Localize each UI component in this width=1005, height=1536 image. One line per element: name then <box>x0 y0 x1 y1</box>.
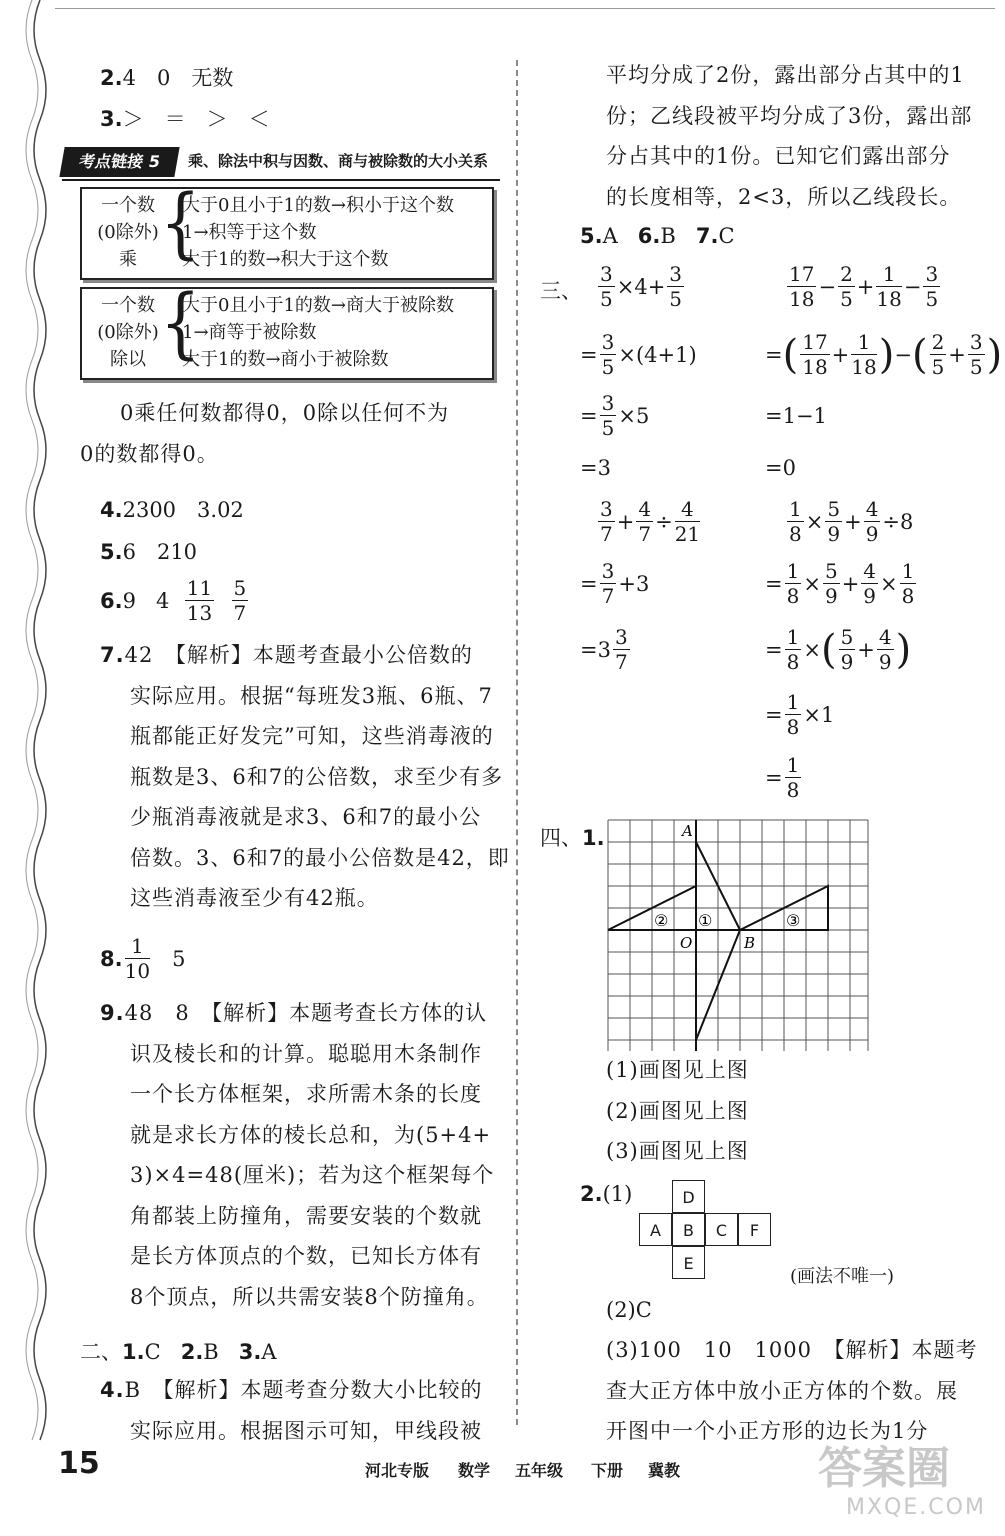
footer-grade: 五年级 <box>515 1461 564 1480</box>
kaodian-badge: 考点链接 5 <box>59 147 179 177</box>
explain-line: 少瓶消毒液就是求3、6和7的最小公 <box>130 805 482 829</box>
math-op: + <box>844 509 862 534</box>
question-number: 3. <box>238 1340 262 1364</box>
calc-1-line-1 <box>596 262 686 311</box>
fraction <box>232 576 249 625</box>
denominator: 18 <box>802 355 828 379</box>
fraction <box>800 330 829 379</box>
box-label: 一个数 <box>101 295 155 316</box>
fraction <box>600 391 617 440</box>
explain-line: 瓶数是3、6和7的公倍数，求至少有多 <box>130 764 504 789</box>
numerator: 1 <box>851 330 876 355</box>
brace: { <box>160 179 201 269</box>
note-line: 0的数都得0。 <box>80 441 219 466</box>
label-B: B <box>744 934 756 952</box>
answer-4 <box>100 494 244 524</box>
denominator: 10 <box>124 959 151 983</box>
calc-3-line-2 <box>580 559 649 608</box>
continued-explanation <box>606 55 972 217</box>
label-circle-1: ① <box>698 911 713 930</box>
fraction <box>877 625 894 674</box>
numerator: 1 <box>901 559 915 583</box>
kaodian-rule <box>62 179 500 181</box>
section-label: 四、 <box>540 826 582 850</box>
calc-4-line-2: = $\frac{1}{8}$ × $\frac{5}{9}$ + $\frac{4}{9}$ × $\frac{1}{8}$ <box>765 559 915 608</box>
explain-line: 角都装上防撞角，需要安装的个数就 <box>130 1203 482 1228</box>
fraction <box>930 330 947 379</box>
denominator: 21 <box>674 522 701 546</box>
question-number: 5. <box>100 540 123 564</box>
fraction <box>785 625 802 674</box>
denominator: 7 <box>614 650 628 674</box>
denominator: 8 <box>786 778 800 802</box>
explain-line: (3)100 10 1000 【解析】本题考 <box>606 1338 978 1362</box>
numerator: 4 <box>638 497 652 521</box>
calc-3-line-3 <box>580 625 632 674</box>
section-4-q2 <box>580 1182 632 1206</box>
net-cell: D <box>672 1180 705 1213</box>
question-number: 2. <box>580 1182 603 1206</box>
question-number: 6. <box>637 224 661 248</box>
explain-line: 瓶都能正好发完”可知，这些消毒液的 <box>130 724 494 748</box>
numerator: 11 <box>186 576 213 600</box>
explain-line: 查大正方体中放小正方体的个数。展 <box>606 1378 958 1403</box>
fraction <box>598 497 615 546</box>
answer-line: (1)画图见上图 <box>606 1058 749 1082</box>
numerator: 1 <box>789 497 802 521</box>
net-cell: F <box>738 1213 771 1246</box>
math-op: = <box>765 342 783 367</box>
question-number: 4. <box>100 1378 125 1402</box>
fraction <box>613 625 630 674</box>
numerator: 5 <box>827 497 841 521</box>
answer-text: 2300 3.02 <box>122 498 244 522</box>
denominator: 8 <box>789 522 802 546</box>
calc-2-line-1 <box>785 262 942 311</box>
math-op: × <box>805 509 824 534</box>
math-op: − <box>903 274 922 299</box>
explain-line: 份；乙线段被平均分成了3份，露出部 <box>606 103 973 128</box>
answer-7 <box>100 635 510 919</box>
denominator: 18 <box>851 355 877 379</box>
denominator: 13 <box>186 601 213 625</box>
calc-2-line-2: = ( $\frac{17}{18}$ + $\frac{1}{18}$ ) − ( $\frac{2}{5}$ + $\frac{3}{5}$ ) <box>765 330 1003 379</box>
numerator: 17 <box>802 330 828 354</box>
denominator: 18 <box>876 287 902 311</box>
math-op: + <box>856 274 875 299</box>
label-O: O <box>680 934 693 952</box>
math-op: + <box>616 509 635 534</box>
label-circle-3: ③ <box>786 911 801 930</box>
math-op: − <box>818 274 837 299</box>
math-op: ×5 <box>618 403 650 428</box>
fraction <box>185 576 214 625</box>
answer-value: B <box>660 224 676 248</box>
answer-value: 4 <box>156 588 170 613</box>
answer-value: A <box>261 1340 277 1364</box>
numerator: 3 <box>601 559 615 583</box>
column-divider <box>516 60 518 1425</box>
question-number: 5. <box>580 224 603 248</box>
fraction <box>923 262 940 311</box>
numerator: 4 <box>675 497 700 522</box>
explain-line: 开图中一个小正方形的边长为1分 <box>606 1419 929 1443</box>
answer-5 <box>100 536 197 566</box>
answers-5-7 <box>580 224 735 248</box>
answer-line: (2)画图见上图 <box>606 1098 749 1123</box>
math-op: = <box>765 702 783 727</box>
denominator: 8 <box>786 584 800 608</box>
rule-row: 大于0且小于1的数→积小于这个数 <box>182 195 454 216</box>
explain-line: 8个顶点，所以共需安装8个防撞角。 <box>130 1284 489 1309</box>
denominator: 9 <box>824 584 838 608</box>
explain-line: 实际应用。根据“每班发3瓶、6瓶、7 <box>130 683 493 708</box>
fraction <box>125 934 150 983</box>
calc-3-line-1 <box>596 497 702 546</box>
box-label: 一个数 <box>101 195 155 216</box>
section-4-q2-part2: (2)C <box>606 1298 652 1322</box>
denominator: 7 <box>601 584 615 608</box>
math-op: = <box>765 765 783 790</box>
answer-value: C <box>144 1340 161 1364</box>
question-number: 9. <box>100 1001 125 1025</box>
explain-line: 一个长方体框架，求所需木条的长度 <box>130 1082 482 1106</box>
answer-9 <box>100 993 494 1317</box>
footer-term: 下册 <box>591 1461 624 1480</box>
rule-row: 1→商等于被除数 <box>182 322 317 343</box>
question-number: 7. <box>695 224 719 248</box>
fraction <box>876 262 901 311</box>
answer-text: ＞ ＝ ＞ ＜ <box>122 107 270 131</box>
math-op: =3 <box>580 637 611 662</box>
net-note: (画法不唯一) <box>790 1266 895 1287</box>
page-number: 15 <box>58 1446 100 1481</box>
section-2-answer-4 <box>100 1370 483 1451</box>
numerator: 3 <box>925 262 939 286</box>
section-2-answers <box>80 1336 277 1366</box>
top-rule <box>55 8 995 9</box>
explain-line: 分占其中的1份。已知它们露出部分 <box>606 144 951 168</box>
answer-line: (3)画图见上图 <box>606 1139 749 1163</box>
question-number: 3. <box>100 107 123 131</box>
fraction <box>900 559 917 608</box>
calc-4-line-1 <box>785 497 913 546</box>
answer-6 <box>100 576 250 625</box>
numerator: 3 <box>969 330 983 354</box>
answer-text: 6 210 <box>122 540 198 564</box>
numerator: 1 <box>786 753 800 777</box>
numerator: 1 <box>786 559 800 583</box>
answer-8 <box>100 934 185 983</box>
calc-2-line-3: =1−1 <box>765 404 827 428</box>
explain-line: 实际应用。根据图示可知，甲线段被 <box>130 1418 482 1443</box>
explain-line: 就是求长方体的棱长总和，为(5+4+ <box>130 1122 492 1147</box>
fraction <box>675 497 700 546</box>
denominator: 5 <box>840 287 853 311</box>
fraction <box>667 262 684 311</box>
denominator: 9 <box>827 522 841 546</box>
section-4-q1 <box>540 822 605 852</box>
fraction <box>785 559 802 608</box>
fraction <box>636 497 653 546</box>
kaodian-title: 乘、除法中积与因数、商与被除数的大小关系 <box>188 152 489 170</box>
denominator: 8 <box>786 715 800 739</box>
fraction <box>968 330 985 379</box>
explain-line: 3)×4=48(厘米)；若为这个框架每个 <box>130 1163 495 1187</box>
footer-publisher: 冀教 <box>648 1461 681 1480</box>
note-line: 0乘任何数都得0，0除以任何不为 <box>120 401 450 425</box>
denominator: 8 <box>786 650 800 674</box>
numerator: 5 <box>824 559 838 583</box>
explain-line: 识及棱长和的计算。聪聪用木条制作 <box>130 1041 482 1066</box>
answer-value: C <box>718 224 735 248</box>
numerator: 2 <box>840 262 853 286</box>
numerator: 5 <box>233 576 247 600</box>
answer-value: B <box>203 1340 219 1364</box>
numerator: 1 <box>125 934 150 959</box>
fraction <box>785 753 802 802</box>
box-label: (0除外) <box>97 222 159 243</box>
calc-4-line-5 <box>765 753 803 802</box>
numerator: 1 <box>786 690 800 714</box>
fraction <box>787 262 816 311</box>
sub-part: (1) <box>602 1182 633 1206</box>
explain-line: 这些消毒液至少有42瓶。 <box>130 886 379 910</box>
label-circle-2: ② <box>654 911 669 930</box>
explain-line: 48 8 【解析】本题考查长方体的认 <box>124 1001 488 1025</box>
question-number: 6. <box>100 588 123 613</box>
denominator: 5 <box>925 287 939 311</box>
explain-line: 倍数。3、6和7的最小公倍数是42，即 <box>130 845 510 870</box>
question-number: 8. <box>100 946 123 971</box>
denominator: 7 <box>638 522 652 546</box>
question-number: 4. <box>100 498 123 522</box>
math-op: ×1 <box>803 702 835 727</box>
net-cell: B <box>672 1213 705 1246</box>
question-number: 2. <box>180 1340 204 1364</box>
denominator: 9 <box>878 650 892 674</box>
numerator: 4 <box>865 497 879 521</box>
fraction <box>600 330 617 379</box>
brace: { <box>160 279 201 369</box>
explain-line: 是长方体顶点的个数，已知长方体有 <box>130 1244 482 1268</box>
net-cell: A <box>639 1213 672 1246</box>
fraction <box>839 625 856 674</box>
net-cell: E <box>672 1246 705 1279</box>
footer-subject: 数学 <box>458 1461 491 1480</box>
math-op: ÷ <box>655 509 673 534</box>
numerator: 1 <box>876 262 901 287</box>
numerator: 1 <box>786 625 800 649</box>
footer-edition: 河北专版 <box>365 1461 430 1480</box>
numerator: 17 <box>789 262 815 286</box>
calc-4-line-3: = $\frac{1}{8}$ × ( $\frac{5}{9}$ + $\frac{4}{9}$ ) <box>765 625 912 674</box>
explain-line: 平均分成了2份，露出部分占其中的1 <box>606 63 965 87</box>
question-number: 2. <box>100 66 123 90</box>
answer-text: 4 0 无数 <box>122 66 234 90</box>
fraction <box>861 559 878 608</box>
denominator: 5 <box>669 287 683 311</box>
fraction <box>598 262 615 311</box>
calc-1-line-3 <box>580 391 649 440</box>
box-label: 乘 <box>119 249 137 270</box>
math-op: ×4+ <box>616 274 666 299</box>
math-op: = <box>580 571 598 596</box>
denominator: 7 <box>600 522 613 546</box>
rule-box-multiply <box>80 179 494 280</box>
numerator: 3 <box>600 262 613 286</box>
rule-row: 大于1的数→积大于这个数 <box>182 249 389 270</box>
box-label: (0除外) <box>97 322 159 343</box>
fraction <box>787 497 804 546</box>
section-label: 二、 <box>80 1340 122 1364</box>
denominator: 9 <box>865 522 879 546</box>
fraction <box>823 559 840 608</box>
denominator: 9 <box>863 584 877 608</box>
answer-2 <box>100 62 233 92</box>
denominator: 7 <box>233 601 247 625</box>
numerator: 3 <box>601 330 615 354</box>
watermark-logo: 答案圈 <box>818 1443 950 1494</box>
numerator: 3 <box>614 625 628 649</box>
question-number: 1. <box>582 826 605 850</box>
section-4-q1-answers <box>606 1050 749 1172</box>
numerator: 5 <box>840 625 854 649</box>
watermark-url: MXQE.COM <box>846 1495 986 1520</box>
rule-row: 1→积等于这个数 <box>182 222 317 243</box>
question-number: 1. <box>122 1340 145 1364</box>
answer-value: 5 <box>172 946 186 971</box>
denominator: 18 <box>789 287 815 311</box>
denominator: 5 <box>969 355 983 379</box>
fraction <box>838 262 855 311</box>
numerator: 3 <box>600 497 613 521</box>
calc-4-line-4 <box>765 690 834 739</box>
math-op: = <box>580 403 598 428</box>
calc-2-line-4: =0 <box>765 456 796 480</box>
net-cell: C <box>705 1213 738 1246</box>
answer-3 <box>100 103 270 133</box>
question-number: 7. <box>100 643 125 667</box>
numerator: 3 <box>669 262 683 286</box>
numerator: 3 <box>601 391 615 415</box>
box-label: 除以 <box>110 349 146 370</box>
grid-figure <box>600 816 872 1056</box>
explain-line: 42 【解析】本题考查最小公倍数的 <box>124 643 473 667</box>
fraction <box>785 690 802 739</box>
rule-row: 大于0且小于1的数→商大于被除数 <box>182 295 454 316</box>
numerator: 4 <box>878 625 892 649</box>
denominator: 5 <box>601 416 615 440</box>
denominator: 5 <box>931 355 945 379</box>
explain-line: B 【解析】本题考查分数大小比较的 <box>124 1378 483 1402</box>
fraction <box>851 330 876 379</box>
answer-value: 9 <box>122 588 136 613</box>
explain-line: 的长度相等，2<3，所以乙线段长。 <box>606 184 962 209</box>
denominator: 5 <box>601 355 615 379</box>
fraction <box>825 497 842 546</box>
denominator: 8 <box>901 584 915 608</box>
math-op: ×(4+1) <box>618 342 697 367</box>
denominator: 9 <box>840 650 854 674</box>
math-op: +3 <box>618 571 650 596</box>
denominator: 5 <box>600 287 613 311</box>
calc-1-line-4: =3 <box>580 456 611 480</box>
math-op: ÷8 <box>882 509 914 534</box>
zero-note <box>80 393 449 474</box>
math-op: = <box>580 342 598 367</box>
label-A: A <box>682 822 693 840</box>
section-3-label: 三、 <box>540 279 582 303</box>
numerator: 2 <box>931 330 945 354</box>
rule-box-divide <box>80 279 494 380</box>
fraction <box>864 497 881 546</box>
calc-1-line-2 <box>580 330 697 379</box>
numerator: 4 <box>863 559 877 583</box>
answer-value: A <box>602 224 618 248</box>
fraction <box>600 559 617 608</box>
rule-row: 大于1的数→商小于被除数 <box>182 349 389 370</box>
